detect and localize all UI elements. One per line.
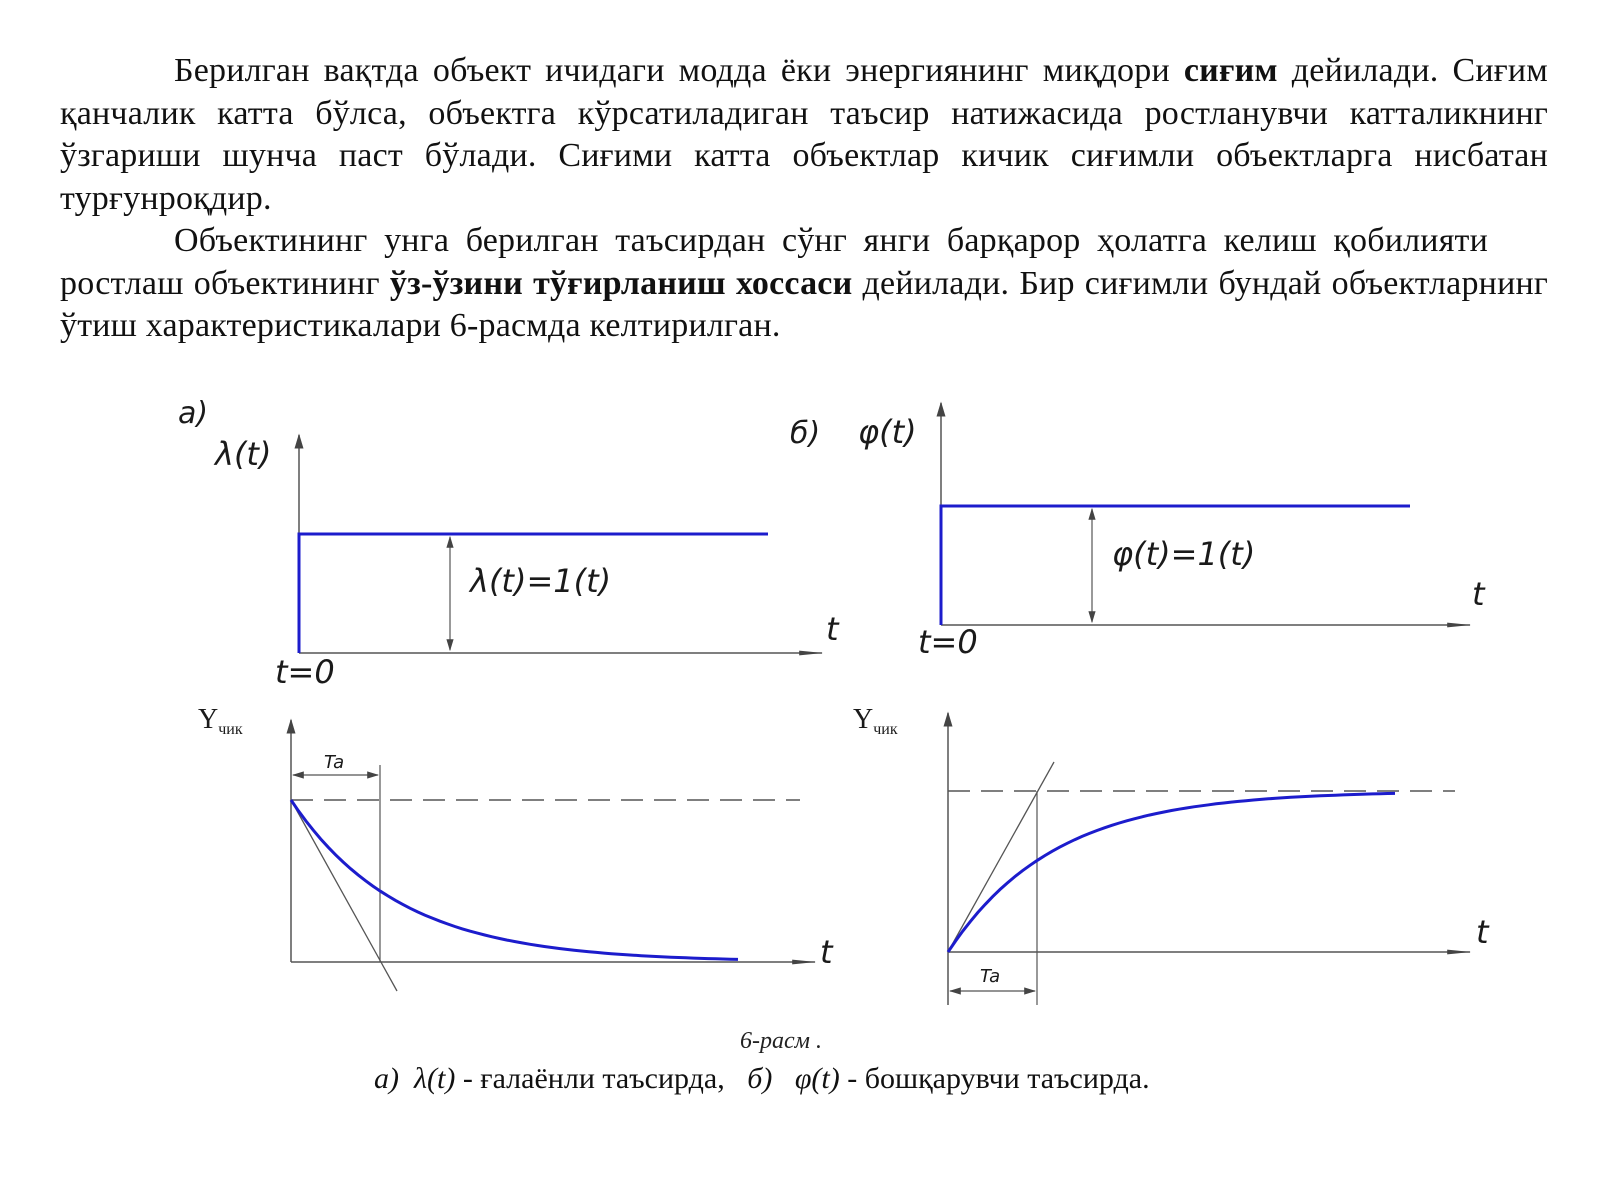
- panel-a-decay-curve: [291, 800, 738, 959]
- caption-a-letter: а): [374, 1062, 399, 1095]
- body-text: [60, 50, 1548, 348]
- panel-b-response-t-label: t: [1476, 913, 1489, 951]
- paragraph-2: [60, 220, 1548, 348]
- caption-a-text: - ғалаёнли таъсирда,: [462, 1062, 725, 1095]
- paragraph-1-rest: дейилади. Сиғим қанчалик катта бўлса, объектга кўрсатиладиган таъсир натижасида ростланувчи катталикнинг ўзгариши шунча паст бўлади. Сиғими катта объектлар кичик сиғимли объектларга нисбатан турғунроқдир.: [60, 52, 1548, 217]
- panel-a-letter: a): [178, 396, 209, 431]
- panel-b-rise-curve: [948, 793, 1395, 952]
- panel-a-step-label: λ(t)=1(t): [470, 562, 612, 600]
- paragraph-2-rest: дейилади. Бир сиғимли бундай объектларнинг ўтиш характеристикалари 6-расмда келтирилган.: [60, 264, 1549, 344]
- caption-b-text: - бошқарувчи таъсирда.: [847, 1062, 1150, 1095]
- panel-b-response-label: $Y_{чик}$: [853, 704, 898, 738]
- panel-b-t0-label: t=0: [918, 623, 978, 661]
- figure-caption: [374, 1062, 1150, 1096]
- paragraph-1-lead: Берилган вақтда объект ичидаги модда ёки энергиянинг миқдори: [174, 52, 1170, 89]
- caption-b-letter: б): [747, 1062, 773, 1095]
- panel-b-step-plot: [790, 403, 1486, 661]
- panel-b-response-plot: [853, 704, 1490, 1005]
- caption-a-symbol: λ(t): [414, 1062, 456, 1095]
- panel-a-response-plot: [198, 704, 834, 991]
- figure-6: [0, 395, 1600, 1035]
- paragraph-1: [60, 50, 1548, 220]
- figure-number: 6-расм .: [740, 1028, 822, 1054]
- panel-b-t-label: t: [1472, 575, 1485, 613]
- panel-a-response-label: $Y_{чик}$: [198, 704, 243, 738]
- panel-a-axis-label: λ(t): [215, 435, 272, 473]
- panel-a-response-t-label: t: [820, 933, 833, 971]
- panel-a-step-plot: [178, 396, 840, 691]
- panel-b-ta-label: Ta: [980, 966, 1001, 987]
- panel-a-t0-label: t=0: [275, 653, 335, 691]
- term-self-regulation: ўз-ўзини тўғирланиш хоссаси: [389, 264, 853, 302]
- panel-b-letter: б): [790, 416, 821, 451]
- panel-b-step-label: φ(t)=1(t): [1112, 535, 1256, 573]
- panel-a-t-label: t: [826, 610, 839, 648]
- paragraph-2-mid: ростлаш объектининг: [60, 264, 380, 302]
- panel-b-axis-label: φ(t): [858, 413, 917, 451]
- panel-a-ta-label: Ta: [324, 752, 345, 773]
- term-capacity: сиғим: [1183, 52, 1278, 89]
- paragraph-2-lead: Объектининг унга берилган таъсирдан сўнг янги барқарор ҳолатга келиш қобилияти: [174, 222, 1488, 259]
- caption-b-symbol: φ(t): [794, 1062, 840, 1095]
